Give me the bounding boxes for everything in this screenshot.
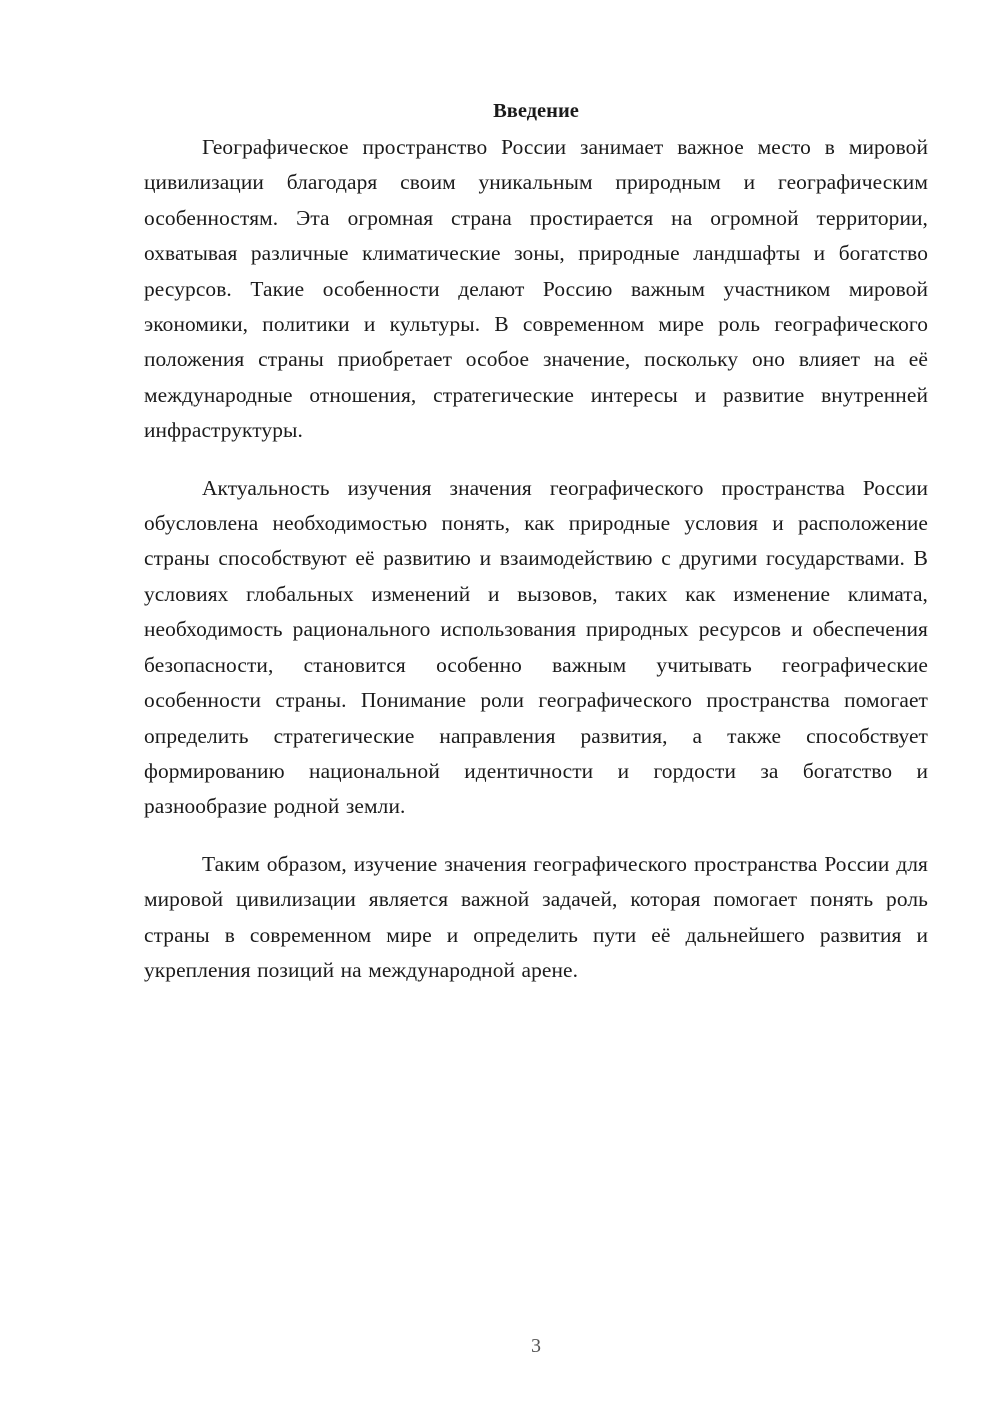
paragraph-intro: Географическое пространство России занимает важное место в мировой цивилизации благодаря своим уникальным природным и географическим особенностям. Эта огромная страна простирается на огромной территории, охватывая различные климатические зоны, природные ландшафты и богатство ресурсов. Такие особенности делают Россию важным участником мировой экономики, политики и культуры. В современном мире роль географического положения страны приобретает особое значение, поскольку оно влияет на её международные отношения, стратегические интересы и развитие внутренней инфраструктуры. [144,135,928,443]
paragraph-conclusion: Таким образом, изучение значения географического пространства России для мировой цивилизации является важной задачей, которая помогает понять роль страны в современном мире и определить пути её дальнейшего развития и укрепления позиций на международной арене. [144,851,928,982]
paragraph-relevance: Актуальность изучения значения географического пространства России обусловлена необходимостью понять, как природные условия и расположение страны способствуют её развитию и взаимодействию с другими государствами. В условиях глобальных изменений и вызовов, таких как изменение климата, необходимость рационального использования природных ресурсов и обеспечения безопасности, становится особенно важным учитывать географические особенности страны. Понимание роли географического пространства помогает определить стратегические направления развития, а также способствует формированию национальной идентичности и гордости за богатство и разнообразие родной земли. [144,475,928,819]
page-number: 3 [531,1335,541,1357]
page-content [144,96,928,1010]
section-heading: Введение [493,100,579,122]
